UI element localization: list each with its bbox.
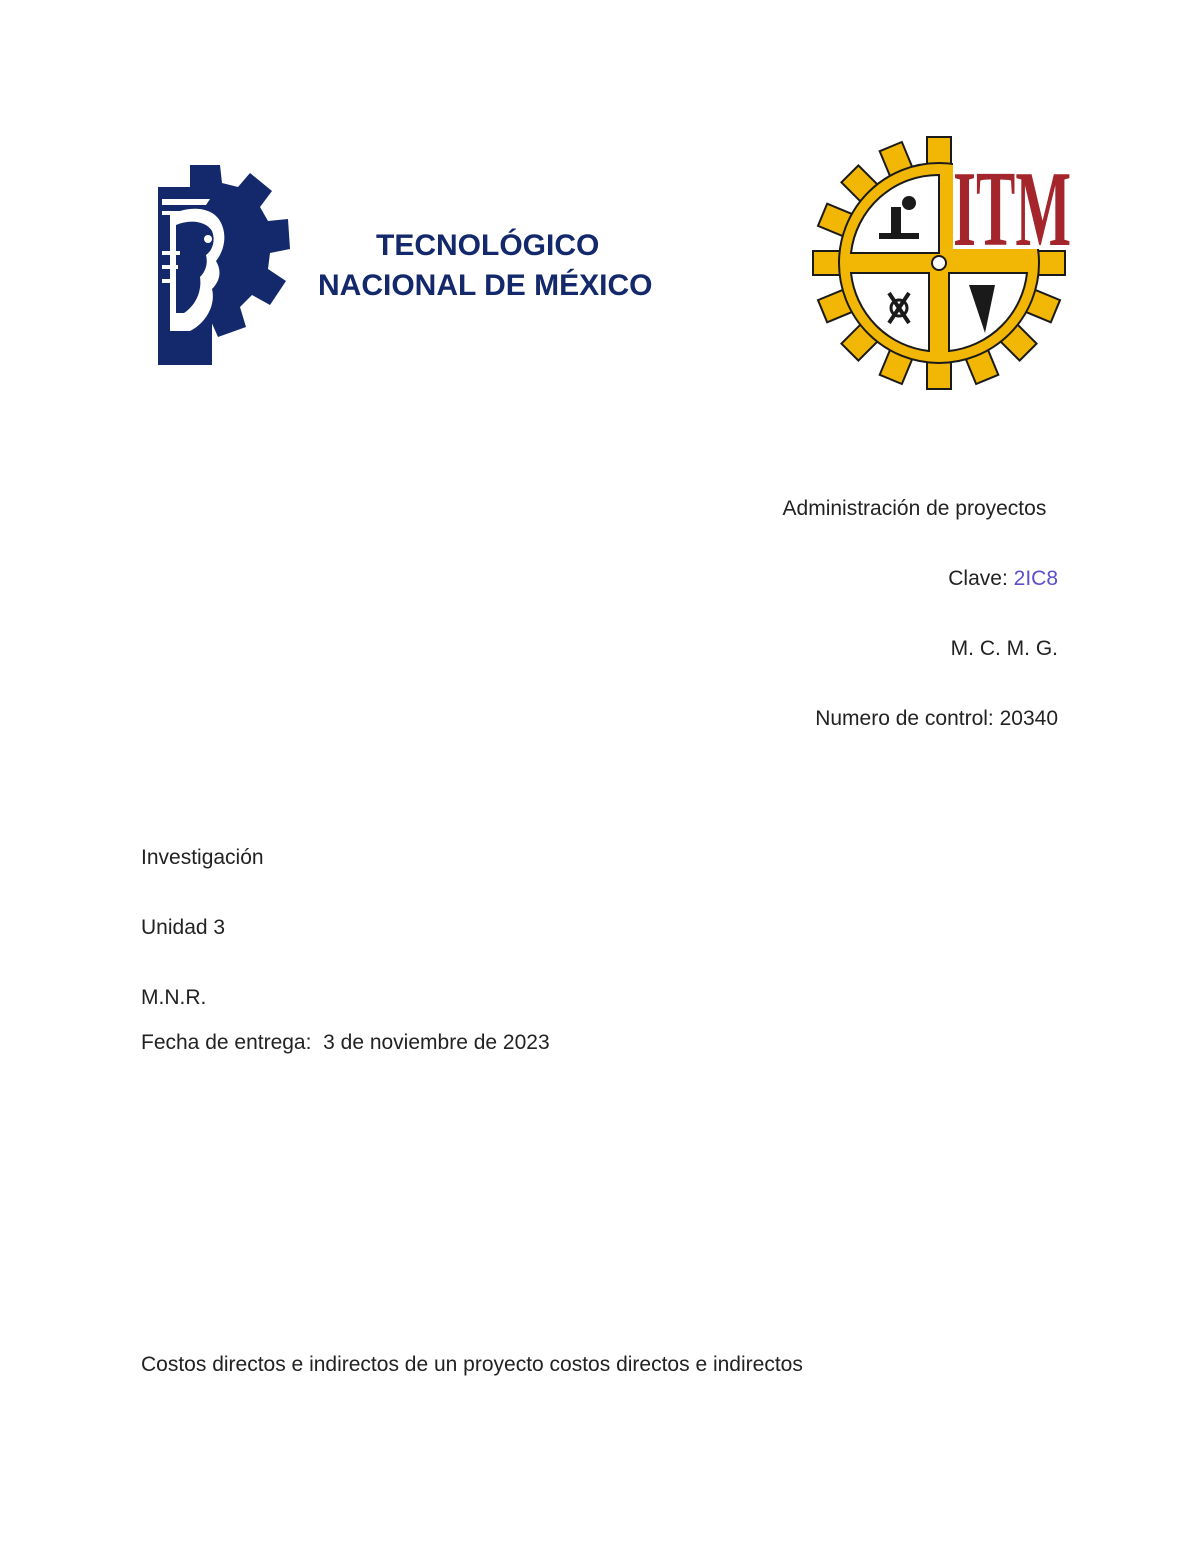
clave-value: 2IC8 bbox=[1013, 567, 1058, 590]
itm-logo-letters: ITM bbox=[953, 150, 1071, 269]
course-name: Administración de proyectos bbox=[782, 497, 1047, 520]
control-number: Numero de control: 20340 bbox=[815, 707, 1058, 730]
document-type: Investigación bbox=[141, 846, 264, 869]
tecnm-logo-line1: TECNOLÓGICO bbox=[376, 229, 600, 262]
tecnm-logo bbox=[150, 155, 653, 375]
document-topic: Costos directos e indirectos de un proyecto costos directos e indirectos bbox=[141, 1353, 803, 1376]
itm-logo bbox=[808, 132, 1070, 394]
due-date: Fecha de entrega: 3 de noviembre de 2023 bbox=[141, 1031, 550, 1054]
clave-line bbox=[948, 566, 1058, 592]
clave-label: Clave: bbox=[948, 567, 1008, 590]
unit-label: Unidad 3 bbox=[141, 916, 226, 939]
teacher-initials: M. C. M. G. bbox=[950, 637, 1058, 660]
student-initials: M.N.R. bbox=[141, 986, 207, 1009]
tecnm-logo-line2: NACIONAL DE MÉXICO bbox=[318, 269, 653, 302]
